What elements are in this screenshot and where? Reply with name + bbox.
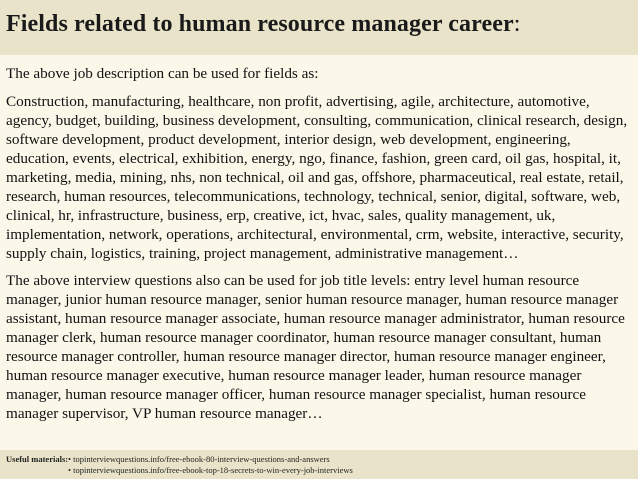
- footer-row: [6, 454, 330, 465]
- footer-row: [6, 465, 353, 476]
- footer: [0, 450, 638, 479]
- useful-materials-label: Useful materials:: [6, 454, 69, 464]
- main-content: [6, 64, 634, 431]
- footer-link-80-questions[interactable]: • topinterviewquestions.info/free-ebook-80-interview-questions-and-answers: [68, 454, 330, 464]
- page-title-colon: :: [513, 11, 521, 37]
- job-levels-paragraph: The above interview questions also can be used for job title levels: entry level human resource manager, junior human resource manager, senior human resource manager, human resource manager assistant, human resource manager associate, human resource manager administrator, human resource manager clerk, human resource manager coordinator, human resource manager consultant, human resource manager controller, human resource manager director, human resource manager engineer, human resource manager executive, human resource manager leader, human resource manager manager, human resource manager officer, human resource manager specialist, human resource manager supervisor, VP human resource manager…: [6, 272, 625, 422]
- page-title-text: Fields related to human resource manager career: [6, 11, 514, 37]
- fields-paragraph: Construction, manufacturing, healthcare, non profit, advertising, agile, architecture, automotive, agency, budget, building, business development, consulting, communication, clinical research, design, software development, product development, interior design, web development, engineering, education, events, electrical, exhibition, energy, ngo, finance, fashion, green card, oil gas, hospital, it, marketing, media, mining, nhs, non technical, oil and gas, offshore, pharmaceutical, real estate, retail, research, human resources, telecommunications, technology, technical, senior, digital, software, web, clinical, hr, infrastructure, business, erp, creative, ict, hvac, sales, quality management, uk, implementation, network, operations, architectural, environmental, crm, website, interactive, security, supply chain, logistics, training, project management, administrative management…: [6, 93, 628, 262]
- footer-link-18-secrets[interactable]: • topinterviewquestions.info/free-ebook-top-18-secrets-to-win-every-job-interviews: [68, 465, 353, 475]
- title-bar: [0, 0, 638, 55]
- intro-text: The above job description can be used for fields as:: [6, 65, 319, 82]
- page-title: [6, 11, 521, 38]
